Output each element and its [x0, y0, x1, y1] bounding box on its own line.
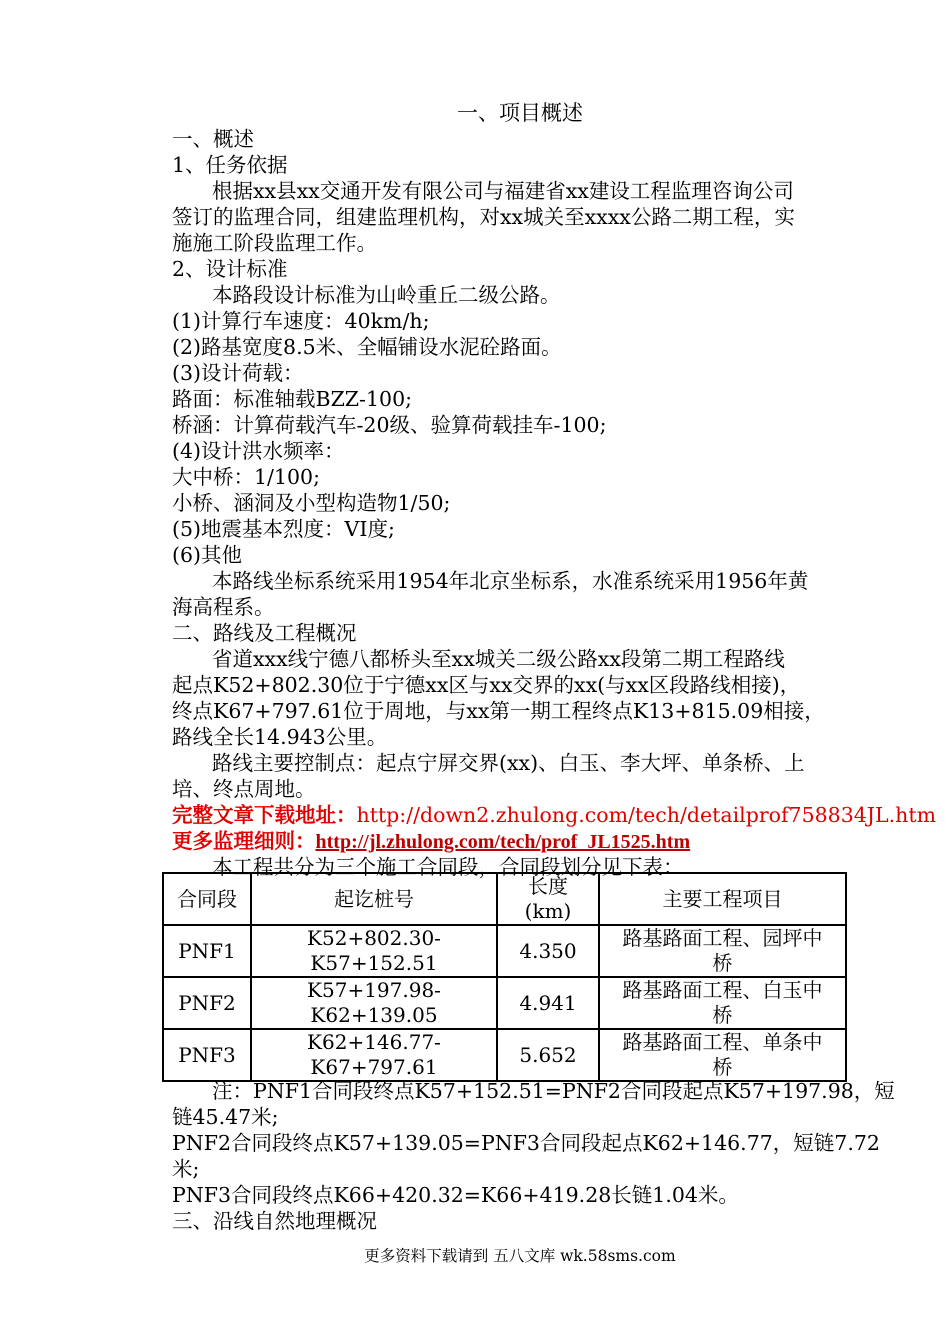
table-row [163, 977, 846, 1029]
project-line: 桥 [712, 1003, 733, 1027]
project-cell [599, 977, 846, 1029]
more-link-label: 更多监理细则： [172, 829, 316, 853]
more-link[interactable]: http://jl.zhulong.com/tech/prof_JL1525.htm [315, 831, 691, 853]
paragraph-line: 路线主要控制点：起点宁屏交界(xx)、白玉、李大坪、单条桥、上 [212, 751, 805, 775]
list-item: 大中桥：1/100; [172, 465, 320, 489]
project-line: 路基路面工程、白玉中 [622, 978, 823, 1002]
length-cell: 4.941 [497, 977, 599, 1029]
project-line: 桥 [712, 1055, 733, 1079]
list-item: (1)计算行车速度：40km/h; [172, 309, 430, 333]
contract-segment-table [162, 872, 847, 1082]
download-link-line [172, 802, 937, 828]
note-line: PNF2合同段终点K57+139.05=PNF3合同段起点K62+146.77，短链7.72 [172, 1131, 880, 1155]
download-link[interactable]: http://down2.zhulong.com/tech/detailprof758834JL.htm [356, 803, 937, 827]
subsection-heading: 2、设计标准 [172, 257, 288, 281]
paragraph-line: 本路段设计标准为山岭重丘二级公路。 [212, 283, 561, 307]
note-line: PNF3合同段终点K66+420.32=K66+419.28长链1.04米。 [172, 1183, 739, 1207]
station-start: K62+146.77- [307, 1030, 441, 1054]
list-item: 小桥、涵洞及小型构造物1/50; [172, 491, 451, 515]
table-header-cell: 主要工程项目 [599, 873, 846, 925]
paragraph-line: 施施工阶段监理工作。 [172, 231, 377, 255]
paragraph-line: 海高程系。 [172, 595, 275, 619]
station-cell [251, 925, 497, 977]
paragraph-line: 路线全长14.943公里。 [172, 725, 388, 749]
paragraph-line: 根据xx县xx交通开发有限公司与福建省xx建设工程监理咨询公司 [212, 179, 794, 203]
table-header-cell: 起讫桩号 [251, 873, 497, 925]
paragraph-line: 省道xxx线宁德八都桥头至xx城关二级公路xx段第二期工程路线 [212, 647, 785, 671]
station-start: K57+197.98- [307, 978, 441, 1002]
station-end: K62+139.05 [310, 1003, 438, 1027]
table-row [163, 925, 846, 977]
page-footer: 更多资料下载请到 五八文库 wk.58sms.com [364, 1247, 676, 1265]
project-line: 桥 [712, 951, 733, 975]
section-heading: 一、概述 [172, 127, 254, 151]
paragraph-line: 本路线坐标系统采用1954年北京坐标系，水准系统采用1956年黄 [212, 569, 809, 593]
list-item: (4)设计洪水频率： [172, 439, 345, 463]
more-link-line [172, 828, 872, 855]
note-line: 注：PNF1合同段终点K57+152.51=PNF2合同段起点K57+197.98，短 [212, 1079, 895, 1103]
paragraph-line: 终点K67+797.61位于周地，与xx第一期工程终点K13+815.09相接， [172, 699, 825, 723]
station-end: K57+152.51 [310, 951, 438, 975]
section-heading: 三、沿线自然地理概况 [172, 1209, 377, 1233]
paragraph-line: 培、终点周地。 [172, 777, 316, 801]
paragraph-line: 本工程共分为三个施工合同段，合同段划分见下表： [212, 855, 684, 879]
table-header-cell: 合同段 [163, 873, 251, 925]
header-length: 长度 [528, 874, 568, 898]
list-item: (6)其他 [172, 543, 243, 567]
paragraph-line: 签订的监理合同，组建监理机构，对xx城关至xxxx公路二期工程，实 [172, 205, 795, 229]
table-header-row [163, 873, 846, 925]
list-item: (5)地震基本烈度：VI度; [172, 517, 395, 541]
download-link-label: 完整文章下载地址： [172, 803, 357, 827]
station-end: K67+797.61 [310, 1055, 438, 1079]
station-start: K52+802.30- [307, 926, 441, 950]
list-item: 桥涵：计算荷载汽车-20级、验算荷载挂车-100; [172, 413, 607, 437]
section-heading: 二、路线及工程概况 [172, 621, 357, 645]
station-cell [251, 977, 497, 1029]
note-line: 链45.47米; [172, 1105, 279, 1129]
project-line: 路基路面工程、单条中 [622, 1030, 823, 1054]
table-header-cell [497, 873, 599, 925]
project-cell [599, 1029, 846, 1081]
page-title: 一、项目概述 [457, 101, 583, 125]
station-cell [251, 1029, 497, 1081]
length-cell: 4.350 [497, 925, 599, 977]
header-unit: (km) [524, 899, 572, 923]
list-item: (2)路基宽度8.5米、全幅铺设水泥砼路面。 [172, 335, 562, 359]
table-row [163, 1029, 846, 1081]
segment-cell: PNF1 [163, 925, 251, 977]
list-item: (3)设计荷载： [172, 361, 304, 385]
segment-cell: PNF2 [163, 977, 251, 1029]
length-cell: 5.652 [497, 1029, 599, 1081]
paragraph-line: 起点K52+802.30位于宁德xx区与xx交界的xx(与xx区段路线相接)， [172, 673, 801, 697]
segment-cell: PNF3 [163, 1029, 251, 1081]
project-cell [599, 925, 846, 977]
note-line: 米; [172, 1157, 200, 1181]
subsection-heading: 1、任务依据 [172, 153, 288, 177]
list-item: 路面：标准轴载BZZ-100; [172, 387, 413, 411]
project-line: 路基路面工程、园坪中 [622, 926, 823, 950]
